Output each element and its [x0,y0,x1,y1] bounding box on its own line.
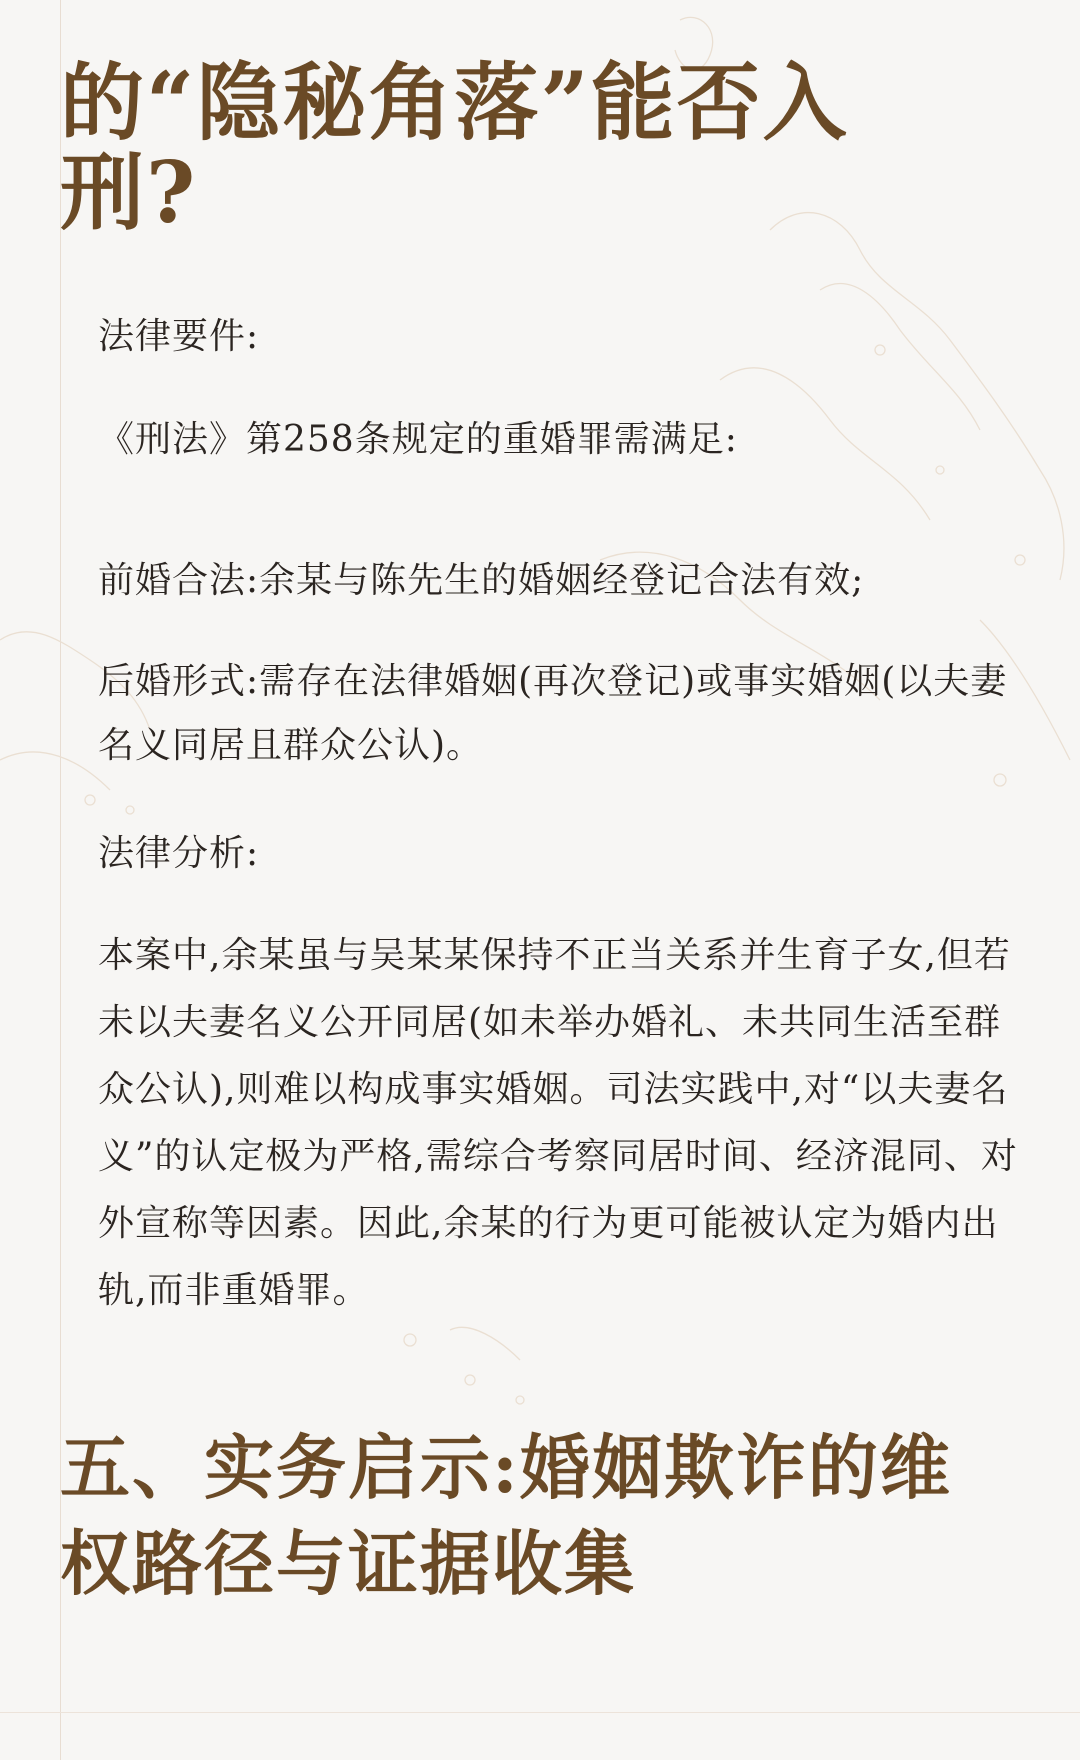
section-heading-top: 的“隐秘角落”能否入刑? [60,53,849,242]
condition-prior-marriage: 前婚合法:余某与陈先生的婚姻经登记合法有效; [98,560,865,601]
bottom-divider [0,1712,1080,1713]
condition-later-marriage: 后婚形式:需存在法律婚姻(再次登记)或事实婚姻(以夫妻名义同居且群众公认)。 [98,661,1008,766]
legal-requirements-label: 法律要件: [98,316,260,357]
analysis-body: 本案中,余某虽与吴某某保持不正当关系并生育子女,但若未以夫妻名义公开同居(如未举办婚礼、未共同生活至群众公认),则难以构成事实婚姻。司法实践中,对“以夫妻名义”的认定极为严格,需综合考察同居时间、经济混同、对外宣称等因素。因此,余某的行为更可能被认定为婚内出轨,而非重婚罪。 [98,935,1018,1311]
criminal-law-intro: 《刑法》第258条规定的重婚罪需满足: [98,419,738,460]
section-heading-bottom: 五、实务启示:婚姻欺诈的维权路径与证据收集 [60,1426,952,1605]
legal-analysis-label: 法律分析: [98,833,260,874]
